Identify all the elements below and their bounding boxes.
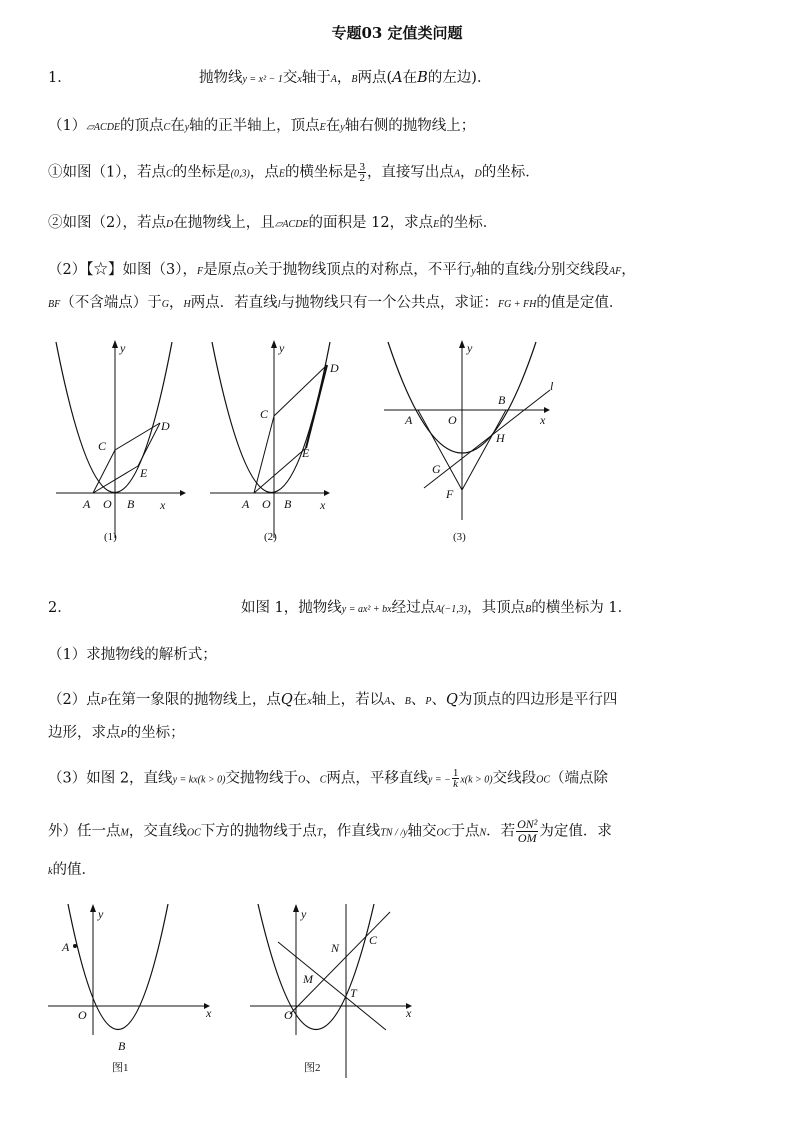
numerator: 3: [359, 161, 365, 173]
math: x: [297, 74, 302, 85]
numerator: ON²: [517, 817, 538, 831]
text: （不含端点）于: [60, 295, 162, 311]
label-x: x: [206, 1006, 212, 1020]
figure-2: [202, 338, 342, 548]
parabola: [56, 342, 172, 493]
math: P: [425, 696, 432, 707]
math: P: [100, 696, 107, 707]
text: 的坐标．: [439, 215, 498, 231]
text: ，: [621, 262, 636, 278]
point-A: [73, 944, 77, 948]
p2-q3-line3: [48, 860, 96, 882]
text: 边形，求点: [48, 725, 121, 741]
text: 在: [325, 118, 341, 134]
text: ，交直线: [128, 823, 187, 840]
text: 在: [292, 692, 308, 708]
text: 、: [390, 692, 405, 708]
label-x: x: [320, 498, 326, 512]
caption-2: (2): [264, 531, 277, 543]
math: A: [453, 168, 461, 180]
label-x: x: [160, 498, 166, 512]
caption-1: (1): [104, 531, 117, 543]
text: 于点: [450, 823, 480, 840]
math: M: [120, 827, 129, 839]
numerator: 1: [452, 767, 459, 779]
text: 的坐标．: [481, 164, 540, 181]
segment-AC: [254, 416, 274, 493]
math: C: [319, 774, 327, 786]
label-O: O: [262, 497, 271, 511]
math: BF: [48, 299, 61, 310]
math: y: [471, 266, 476, 277]
text: （端点除: [550, 770, 609, 787]
text: 交抛物线于: [225, 770, 298, 787]
figure-1: [48, 338, 188, 548]
text: ，点: [249, 164, 279, 181]
label-B: B: [284, 497, 292, 511]
label-x: x: [406, 1006, 412, 1020]
denominator: OM: [517, 831, 537, 845]
text: （2）【☆】如图（3），: [48, 262, 197, 278]
math: D: [165, 219, 174, 230]
label-G: G: [432, 462, 441, 476]
label-F: F: [446, 487, 454, 501]
label-l: l: [550, 379, 554, 393]
math: A: [384, 696, 391, 707]
p2-stem: [48, 598, 632, 620]
label-O: O: [103, 497, 112, 511]
text: 关于抛物线顶点的对称点，不平行: [253, 262, 472, 278]
math: OC: [536, 774, 551, 786]
text: 轴于: [301, 70, 331, 86]
text: 的值．: [52, 862, 96, 878]
text: 的值是定值．: [536, 295, 624, 311]
text: 、: [431, 692, 447, 708]
text: ，: [460, 164, 475, 181]
text: 的面积是 12，求点: [308, 215, 434, 231]
text: 轴右侧的抛物线上；: [344, 118, 476, 134]
text: 交线段: [492, 770, 537, 787]
math: ▱ACDE: [274, 219, 309, 230]
math: B: [404, 696, 411, 707]
math: k: [48, 866, 53, 877]
math: FG + FH: [497, 299, 537, 310]
label-E: E: [302, 446, 310, 460]
text: 在: [402, 70, 418, 86]
y-axis-arrow: [271, 340, 277, 348]
math: N: [479, 827, 487, 839]
math: Q: [446, 692, 458, 708]
math: y: [340, 122, 345, 133]
label-O: O: [448, 413, 457, 427]
figure-3: [378, 338, 578, 548]
p2-q2-line2: [48, 723, 185, 745]
math: y: [184, 122, 190, 133]
math: O: [246, 266, 254, 277]
p1-q2-line1: [48, 260, 636, 282]
label-B: B: [498, 393, 506, 407]
math: O: [297, 774, 306, 786]
label-C: C: [260, 407, 269, 421]
line-MT: [278, 942, 386, 1030]
parabola: [212, 342, 330, 493]
label-C: C: [369, 933, 378, 947]
text: 的左边)．: [427, 70, 492, 86]
label-y: y: [98, 907, 104, 921]
math: Q: [280, 692, 293, 708]
math: AF: [609, 266, 622, 277]
label-A: A: [83, 497, 91, 511]
text: 交: [282, 70, 298, 86]
segment-CD: [274, 365, 327, 416]
label-M: M: [303, 972, 313, 986]
text: ，直接写出点: [366, 164, 454, 181]
p1-q1-1: [48, 162, 540, 185]
text: 在第一象限的抛物线上，点: [106, 692, 281, 708]
p1-q2-line2: [48, 293, 623, 315]
page-title: 专题03 定值类问题: [331, 24, 463, 42]
text: 两点．若直线: [190, 295, 278, 311]
p1-q1-2: [48, 213, 497, 235]
math: H: [183, 299, 191, 310]
text: 轴的直线: [475, 262, 534, 278]
text: 与抛物线只有一个公共点，求证：: [280, 295, 498, 311]
text: （3）如图 2，直线: [48, 770, 173, 787]
math: E: [319, 122, 326, 133]
p2-q3-line2: [48, 818, 612, 845]
text: 是原点: [203, 262, 247, 278]
text: 的坐标是: [172, 164, 231, 181]
label-T: T: [350, 986, 357, 1000]
parabola: [258, 904, 374, 1030]
text: （2）点: [48, 692, 101, 708]
text: 为顶点的四边形是平行四: [457, 692, 618, 708]
text: 下方的抛物线于点: [200, 823, 317, 840]
math: x(k > 0): [460, 774, 493, 786]
math: y = x² − 1: [242, 74, 283, 85]
math: C: [165, 168, 173, 180]
math: x: [307, 696, 312, 707]
p2-q1: （1）求抛物线的解析式；: [48, 647, 217, 663]
y-axis-arrow: [112, 340, 118, 348]
math: P: [120, 729, 127, 740]
math: A: [330, 74, 337, 85]
text: 在抛物线上，且: [173, 215, 275, 231]
text: 轴交: [407, 823, 437, 840]
text: 经过点: [391, 600, 436, 616]
denominator: 2: [359, 172, 365, 184]
p2-q3-line1: [48, 768, 608, 791]
text: ，其顶点: [467, 600, 526, 616]
line-l: [424, 390, 550, 488]
p2-number: 2．: [48, 600, 72, 616]
text: 如图 1，抛物线: [240, 600, 342, 616]
segment-BF: [462, 410, 506, 490]
x-axis-arrow: [324, 490, 330, 496]
math: B: [525, 604, 532, 615]
label-H: H: [496, 431, 505, 445]
text: ②如图（2），若点: [48, 215, 166, 231]
text: ，: [336, 70, 352, 86]
label-x: x: [540, 413, 546, 427]
text: 的横坐标是: [284, 164, 358, 181]
figure-p2-1: [46, 900, 226, 1080]
p1-q1: [48, 116, 475, 138]
caption-3: (3): [453, 531, 466, 543]
label-B: B: [118, 1039, 126, 1053]
math: y = −: [427, 774, 451, 786]
text: ，: [168, 295, 184, 311]
caption-fig1: 图1: [112, 1062, 129, 1074]
math: y = ax² + bx: [341, 604, 392, 615]
math: E: [433, 219, 440, 230]
text: ，作直线: [322, 823, 381, 840]
math: B: [417, 70, 428, 86]
label-O: O: [284, 1008, 293, 1022]
segment-AE: [254, 448, 306, 493]
math: y = kx(k > 0): [172, 774, 226, 786]
label-y: y: [301, 907, 307, 921]
text: 轴上，若以: [311, 692, 385, 708]
text: 抛物线: [198, 70, 243, 86]
text: 在: [170, 118, 185, 134]
label-y: y: [467, 341, 473, 355]
p2-q2-line1: [48, 690, 617, 712]
label-E: E: [140, 466, 148, 480]
math: l: [277, 299, 281, 310]
text: （1）: [48, 118, 87, 134]
x-axis-arrow: [180, 490, 186, 496]
y-axis-arrow: [90, 904, 96, 912]
label-y: y: [120, 341, 126, 355]
text: 分别交线段: [536, 262, 610, 278]
math: l: [533, 266, 537, 277]
text: 外）任一点: [48, 823, 121, 840]
text: 的顶点: [120, 118, 164, 134]
math: G: [161, 299, 169, 310]
label-A: A: [62, 940, 70, 954]
y-axis-arrow: [293, 904, 299, 912]
math: ▱ACDE: [86, 122, 121, 133]
segment-DE: [306, 365, 327, 448]
label-A: A: [242, 497, 250, 511]
text: 的坐标；: [126, 725, 185, 741]
label-y: y: [279, 341, 285, 355]
math: T: [316, 827, 323, 839]
caption-fig2: 图2: [304, 1062, 321, 1074]
denominator: k: [453, 778, 459, 790]
p1-number: 1．: [48, 70, 72, 86]
math: (0,3): [230, 168, 250, 180]
math: TN / /y: [380, 827, 408, 839]
math: A(−1,3): [435, 604, 468, 615]
label-D: D: [330, 361, 339, 375]
label-O: O: [78, 1008, 87, 1022]
p1-stem: [48, 68, 491, 90]
label-N: N: [331, 941, 340, 955]
label-D: D: [161, 419, 170, 433]
y-axis-arrow: [459, 340, 465, 348]
label-B: B: [127, 497, 135, 511]
math: D: [474, 168, 482, 180]
math: B: [351, 74, 358, 85]
fraction: [358, 162, 366, 183]
math: E: [278, 168, 285, 180]
text: ．若: [486, 823, 516, 840]
label-C: C: [98, 439, 107, 453]
fraction: [516, 818, 538, 845]
math: OC: [186, 827, 201, 839]
figure-p2-2: [246, 900, 426, 1085]
label-A: A: [405, 413, 413, 427]
text: 两点，平移直线: [326, 770, 428, 787]
math: OC: [436, 827, 451, 839]
text: 的横坐标为 1．: [531, 600, 633, 616]
text: 轴的正半轴上，顶点: [189, 118, 320, 134]
fraction: [452, 768, 460, 789]
text: 两点(: [357, 70, 393, 86]
math: F: [196, 266, 204, 277]
text: 、: [410, 692, 426, 708]
text: 为定值．求: [539, 823, 612, 840]
text: 、: [305, 770, 320, 787]
math: A: [392, 70, 403, 86]
math: C: [163, 122, 171, 133]
text: ①如图（1），若点: [48, 164, 166, 181]
line-OC: [290, 912, 390, 1014]
